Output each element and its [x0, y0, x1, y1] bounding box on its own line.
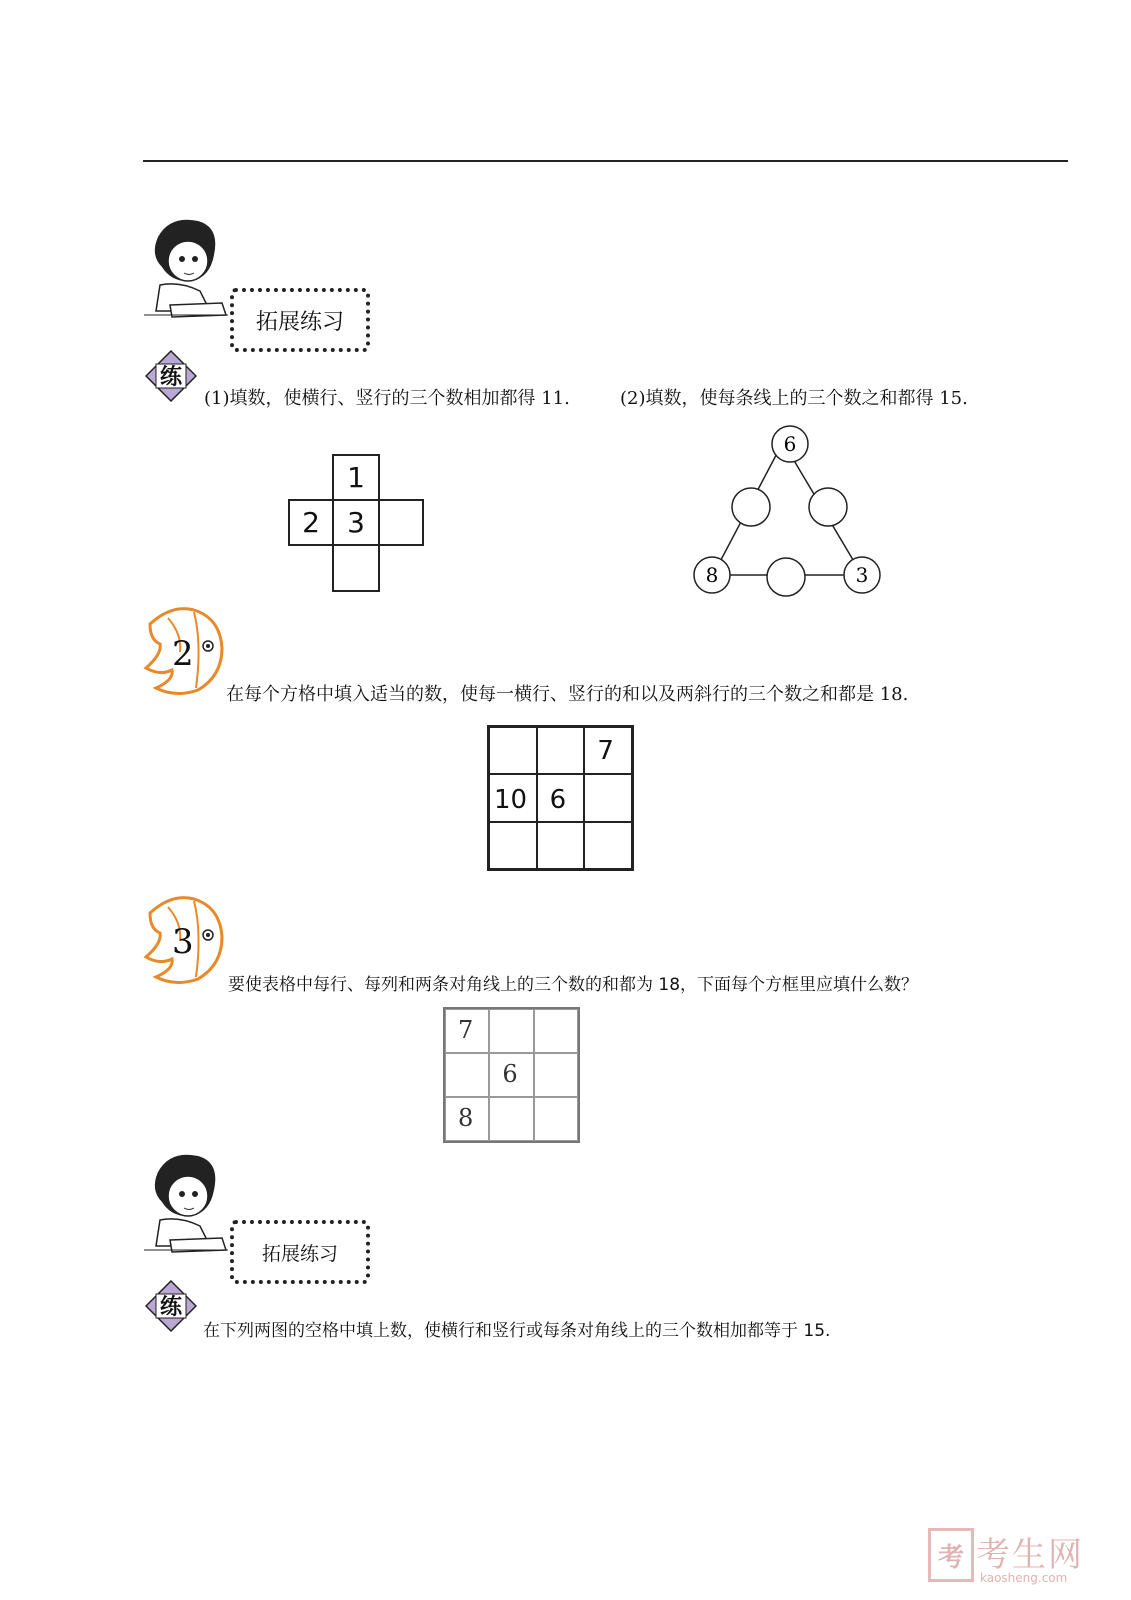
problem3-cell[interactable] [489, 1009, 533, 1053]
problem3-text: 要使表格中每行、每列和两条对角线上的三个数的和都为 18，下面每个方框里应填什么数？ [228, 975, 919, 995]
problem3-cell[interactable] [489, 1097, 533, 1141]
watermark-logo: 考 [928, 1528, 974, 1582]
problem2-cell[interactable]: 6 [537, 774, 585, 821]
question1-text: (1)填数，使横行、竖行的三个数相加都得 11. [204, 388, 570, 409]
problem2-cell[interactable]: 10 [489, 774, 537, 821]
problem2-cell[interactable] [489, 727, 537, 774]
section2-badge [230, 1220, 370, 1284]
triangle-node-bottom-mid[interactable] [767, 558, 805, 596]
problem3-number: 3 [172, 922, 194, 962]
header-rule [143, 160, 1068, 162]
boy-reading-illustration [140, 1150, 230, 1260]
problem3-cell[interactable]: 6 [489, 1053, 533, 1097]
problem2-cell[interactable]: 7 [584, 727, 632, 774]
problem3-cell[interactable]: 8 [445, 1097, 489, 1141]
triangle-label-bottom-left: 8 [705, 563, 719, 587]
badge-label: 拓展练习 [261, 1242, 338, 1265]
cross-cell-mid-left[interactable]: 2 [288, 499, 334, 546]
badge-label: 拓展练习 [255, 309, 344, 335]
problem2-cell[interactable] [489, 822, 537, 869]
cross-cell-bottom[interactable] [332, 544, 380, 592]
watermark-name: 考生网 [976, 1535, 1084, 1575]
lian-label: 练 [159, 365, 182, 390]
watermark-url: kaosheng.com [980, 1571, 1068, 1585]
cross-cell-top[interactable]: 1 [332, 454, 380, 501]
problem3-grid [443, 1007, 580, 1143]
section1-badge [230, 288, 370, 352]
lian-label: 练 [159, 1295, 182, 1320]
cross-cell-center[interactable]: 3 [332, 499, 380, 546]
section2-text: 在下列两图的空格中填上数，使横行和竖行或每条对角线上的三个数相加都等于 15. [203, 1321, 831, 1341]
cross-cell-mid-right[interactable] [378, 499, 424, 546]
triangle-node-right-mid[interactable] [809, 488, 847, 526]
triangle-label-top: 6 [783, 432, 797, 456]
problem2-text: 在每个方格中填入适当的数，使每一横行、竖行的和以及两斜行的三个数之和都是 18. [226, 684, 909, 705]
problem3-cell[interactable] [445, 1053, 489, 1097]
problem2-cell[interactable] [584, 822, 632, 869]
triangle-diagram [685, 420, 895, 600]
problem2-cell[interactable] [537, 822, 585, 869]
triangle-label-bottom-right: 3 [855, 563, 869, 587]
problem3-cell[interactable] [534, 1009, 578, 1053]
boy-reading-illustration [140, 215, 230, 325]
question2-text: (2)填数，使每条线上的三个数之和都得 15. [620, 388, 968, 409]
problem2-cell[interactable] [537, 727, 585, 774]
problem2-grid [487, 725, 634, 871]
problem3-cell[interactable]: 7 [445, 1009, 489, 1053]
problem3-cell[interactable] [534, 1053, 578, 1097]
problem2-cell[interactable] [584, 774, 632, 821]
problem3-cell[interactable] [534, 1097, 578, 1141]
triangle-node-left-mid[interactable] [732, 488, 770, 526]
problem2-number: 2 [172, 634, 194, 674]
